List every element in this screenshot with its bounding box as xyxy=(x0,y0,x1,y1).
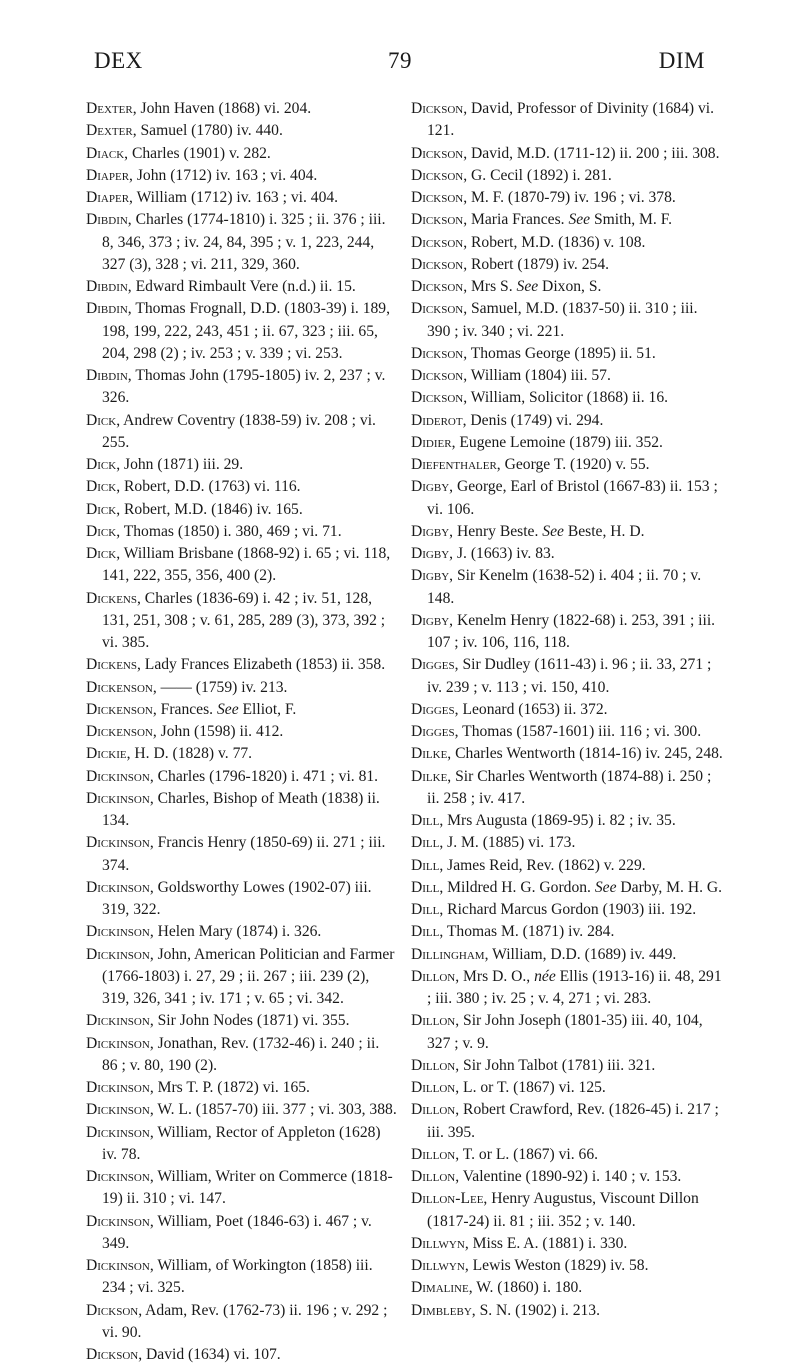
entry-text: S. N. (1902) i. 213. xyxy=(475,1301,600,1319)
index-entry xyxy=(86,721,398,743)
entry-text: J. M. (1885) vi. 173. xyxy=(443,834,576,852)
entry-surname: Dick, xyxy=(86,411,121,429)
entry-surname: Dickinson, xyxy=(86,945,154,963)
entry-surname: Dill, xyxy=(411,834,444,852)
entry-text: Thomas M. (1871) iv. 284. xyxy=(443,923,615,941)
index-entry xyxy=(411,521,723,543)
index-entry xyxy=(411,209,723,231)
entry-text: Thomas (1587-1601) iii. 116 ; vi. 300. xyxy=(458,723,702,740)
entry-text: George T. (1920) v. 55. xyxy=(500,456,650,473)
entry-text: Sir John Nodes (1871) vi. 355. xyxy=(153,1012,350,1030)
index-entry xyxy=(411,699,723,721)
index-entry xyxy=(86,1122,398,1167)
entry-text: Miss E. A. (1881) i. 330. xyxy=(468,1234,628,1252)
entry-reference-target: Ellis (1913-16) ii. 48, 291 ; iii. 380 ; iv. 25 ; v. 4, 271 ; vi. 283. xyxy=(427,967,722,1007)
entry-surname: Digby, xyxy=(411,567,454,585)
entry-surname: Dick, xyxy=(86,478,121,496)
entry-surname: Didier, xyxy=(411,433,456,451)
index-entry xyxy=(411,1277,723,1299)
entry-text: Thomas George (1895) ii. 51. xyxy=(467,344,656,362)
entry-text: Mrs D. O., xyxy=(459,967,531,985)
entry-surname: Dick, xyxy=(86,456,121,473)
entry-surname: Dill, xyxy=(411,812,444,829)
entry-text: William, Writer on Commerce (1818-19) ii. 310 ; vi. 147. xyxy=(102,1168,393,1208)
entry-text: W. L. (1857-70) iii. 377 ; vi. 303, 388. xyxy=(153,1101,397,1119)
index-entry xyxy=(86,654,398,676)
entry-text: M. F. (1870-79) iv. 196 ; vi. 378. xyxy=(467,189,676,206)
entry-text: T. or L. (1867) vi. 66. xyxy=(459,1145,599,1163)
entry-surname: Dillon-Lee, xyxy=(411,1190,488,1208)
entry-surname: Digges, xyxy=(411,700,459,718)
entry-surname: Dickie, xyxy=(86,745,131,763)
index-entry xyxy=(86,276,398,298)
index-entry xyxy=(411,543,723,565)
index-entry xyxy=(86,1033,398,1078)
entry-surname: Dickson, xyxy=(411,144,468,162)
entry-surname: Dickinson, xyxy=(86,834,154,852)
entry-text: William, D.D. (1689) iv. 449. xyxy=(488,945,677,963)
index-entry xyxy=(86,410,398,455)
index-entry xyxy=(411,855,723,877)
index-entry xyxy=(411,1144,723,1166)
index-entry xyxy=(86,521,398,543)
index-entry xyxy=(411,1099,723,1144)
entry-reference-target: Smith, M. F. xyxy=(590,211,673,229)
index-entry xyxy=(411,143,723,165)
entry-text: G. Cecil (1892) i. 281. xyxy=(467,166,612,184)
index-entry xyxy=(411,810,723,832)
entry-surname: Dickinson, xyxy=(86,1079,154,1096)
entry-surname: Dick, xyxy=(86,522,121,540)
entry-text: Mrs S. xyxy=(467,278,513,295)
index-entry xyxy=(86,766,398,788)
entry-text: Charles (1901) v. 282. xyxy=(128,144,271,162)
entry-surname: Dickson, xyxy=(411,389,468,407)
index-entry xyxy=(411,944,723,966)
index-entry xyxy=(86,365,398,410)
entry-reference-target: Darby, M. H. G. xyxy=(616,878,723,896)
index-entry xyxy=(86,298,398,365)
index-entry xyxy=(86,944,398,1011)
entry-text: Thomas (1850) i. 380, 469 ; vi. 71. xyxy=(120,522,342,540)
page-number: 79 xyxy=(388,48,412,73)
index-entry xyxy=(86,1010,398,1032)
entry-surname: Dickinson, xyxy=(86,1257,154,1274)
index-entry xyxy=(86,1344,398,1366)
index-entry xyxy=(411,410,723,432)
index-column-left xyxy=(86,98,398,1366)
index-entry xyxy=(86,120,398,142)
index-entry xyxy=(86,1300,398,1345)
entry-text: H. D. (1828) v. 77. xyxy=(130,745,253,763)
entry-surname: Dickinson, xyxy=(86,1101,154,1119)
entry-surname: Digby, xyxy=(411,522,454,540)
index-entry xyxy=(86,543,398,588)
index-entry xyxy=(86,143,398,165)
entry-surname: Dillon, xyxy=(411,1012,460,1030)
index-entry xyxy=(411,98,723,143)
index-column-right xyxy=(411,98,723,1322)
entry-text: Thomas John (1795-1805) iv. 2, 237 ; v. 326. xyxy=(102,367,386,407)
entry-surname: Digby, xyxy=(411,478,454,496)
index-entry xyxy=(411,877,723,899)
entry-surname: Diderot, xyxy=(411,411,467,429)
index-entry xyxy=(86,454,398,476)
entry-surname: Dickson, xyxy=(411,300,468,318)
index-entry xyxy=(411,454,723,476)
entry-cross-reference: See xyxy=(594,878,617,896)
entry-surname: Dimaline, xyxy=(411,1279,473,1297)
entry-text: George, Earl of Bristol (1667-83) ii. 153 ; vi. 106. xyxy=(427,478,718,518)
entry-surname: Diaper, xyxy=(86,166,133,184)
index-entry xyxy=(411,165,723,187)
entry-text: William, Poet (1846-63) i. 467 ; v. 349. xyxy=(102,1212,372,1252)
entry-surname: Dickson, xyxy=(411,367,468,384)
entry-cross-reference: See xyxy=(568,211,591,229)
entry-surname: Dickinson, xyxy=(86,1212,154,1230)
index-entry xyxy=(86,588,398,655)
entry-surname: Diaper, xyxy=(86,189,133,206)
entry-text: Jonathan, Rev. (1732-46) i. 240 ; ii. 86 ; v. 80, 190 (2). xyxy=(102,1034,380,1074)
entry-text: Mildred H. G. Gordon. xyxy=(443,878,591,896)
index-entry xyxy=(411,966,723,1011)
index-entry xyxy=(411,1188,723,1233)
entry-text: Sir Dudley (1611-43) i. 96 ; ii. 33, 271 ; iv. 239 ; v. 113 ; vi. 150, 410. xyxy=(427,656,712,696)
entry-cross-reference: See xyxy=(542,522,564,540)
entry-text: Denis (1749) vi. 294. xyxy=(466,411,604,429)
entry-surname: Dillon, xyxy=(411,1101,460,1119)
entry-text: William (1712) iv. 163 ; vi. 404. xyxy=(132,189,339,206)
entry-surname: Digges, xyxy=(411,723,459,740)
entry-text: Francis Henry (1850-69) ii. 271 ; iii. 374. xyxy=(102,834,386,874)
entry-cross-reference: née xyxy=(534,967,556,985)
entry-text: Charles (1774-1810) i. 325 ; ii. 376 ; iii. 8, 346, 373 ; iv. 24, 84, 395 ; v. 1, 223, 244, 327 (3), 328 ; vi. 211, 329, 360. xyxy=(102,211,386,273)
index-entry xyxy=(411,387,723,409)
index-entry xyxy=(411,365,723,387)
index-entry xyxy=(411,254,723,276)
entry-text: Mrs Augusta (1869-95) i. 82 ; iv. 35. xyxy=(443,812,676,829)
index-entry xyxy=(86,677,398,699)
entry-surname: Dilke, xyxy=(411,745,452,763)
entry-surname: Diack, xyxy=(86,144,129,162)
entry-text: Maria Frances. xyxy=(467,211,565,229)
index-entry xyxy=(411,743,723,765)
index-entry xyxy=(411,1300,723,1322)
entry-surname: Dillon, xyxy=(411,1168,460,1185)
entry-text: John, American Politician and Farmer (1766-1803) i. 27, 29 ; ii. 267 ; iii. 239 (2), 319, 326, 341 ; iv. 171 ; v. 65 ; vi. 342. xyxy=(102,945,395,1007)
entry-text: Henry Augustus, Viscount Dillon (1817-24) ii. 81 ; iii. 352 ; v. 140. xyxy=(427,1190,699,1230)
index-entry xyxy=(411,832,723,854)
index-entry xyxy=(411,565,723,610)
entry-text: James Reid, Rev. (1862) v. 229. xyxy=(443,856,646,874)
index-entry xyxy=(411,298,723,343)
entry-text: Leonard (1653) ii. 372. xyxy=(458,700,608,718)
header-left-guide-word: DEX xyxy=(94,48,143,73)
index-entry xyxy=(411,921,723,943)
entry-surname: Dickson, xyxy=(411,100,468,117)
entry-text: Robert, M.D. (1836) v. 108. xyxy=(467,233,646,251)
entry-surname: Dickinson, xyxy=(86,923,154,941)
index-entry xyxy=(411,232,723,254)
entry-text: Sir Kenelm (1638-52) i. 404 ; ii. 70 ; v. 148. xyxy=(427,567,702,607)
entry-text: J. (1663) iv. 83. xyxy=(453,545,555,562)
index-entry xyxy=(411,187,723,209)
index-entry xyxy=(411,1166,723,1188)
entry-text: Robert (1879) iv. 254. xyxy=(467,255,610,273)
entry-text: Charles (1836-69) i. 42 ; iv. 51, 128, 131, 251, 308 ; v. 61, 285, 289 (3), 373, 392 ; vi. 385. xyxy=(102,589,386,651)
index-entry xyxy=(411,1233,723,1255)
entry-surname: Dibdin, xyxy=(86,278,132,295)
entry-surname: Dickson, xyxy=(411,166,468,184)
entry-surname: Dibdin, xyxy=(86,300,132,318)
entry-text: Charles Wentworth (1814-16) iv. 245, 248. xyxy=(451,745,723,763)
entry-text: Thomas Frognall, D.D. (1803-39) i. 189, 198, 199, 222, 243, 451 ; ii. 67, 323 ; iii. 65, 204, 298 (2) ; iv. 253 ; v. 339 ; vi. 253. xyxy=(102,300,391,362)
entry-text: Samuel, M.D. (1837-50) ii. 310 ; iii. 390 ; iv. 340 ; vi. 221. xyxy=(427,300,698,340)
index-entry xyxy=(411,654,723,699)
entry-text: John (1598) ii. 412. xyxy=(156,723,284,740)
entry-reference-target: Beste, H. D. xyxy=(563,522,645,540)
index-entry xyxy=(411,432,723,454)
entry-surname: Digby, xyxy=(411,545,454,562)
index-entry xyxy=(86,877,398,922)
entry-text: Robert, D.D. (1763) vi. 116. xyxy=(120,478,301,496)
index-entry xyxy=(86,1099,398,1121)
entry-surname: Dillon, xyxy=(411,1079,460,1096)
entry-surname: Dickenson, xyxy=(86,723,157,740)
index-entry xyxy=(86,743,398,765)
entry-surname: Dexter, xyxy=(86,100,137,117)
index-entry xyxy=(86,499,398,521)
entry-text: Charles, Bishop of Meath (1838) ii. 134. xyxy=(102,789,380,829)
entry-surname: Dickson, xyxy=(411,278,468,295)
index-entry xyxy=(411,1010,723,1055)
entry-text: —— (1759) iv. 213. xyxy=(156,678,288,696)
entry-surname: Diefenthaler, xyxy=(411,456,501,473)
entry-surname: Dickson, xyxy=(86,1301,143,1319)
entry-surname: Dillwyn, xyxy=(411,1234,469,1252)
entry-text: Sir John Joseph (1801-35) iii. 40, 104, 327 ; v. 9. xyxy=(427,1012,703,1052)
entry-text: William, Rector of Appleton (1628) iv. 78. xyxy=(102,1123,381,1163)
header-right-guide-word: DIM xyxy=(658,48,705,73)
entry-text: David, Professor of Divinity (1684) vi. 121. xyxy=(427,100,714,140)
index-entry xyxy=(86,832,398,877)
entry-surname: Dickinson, xyxy=(86,1012,154,1030)
index-entry xyxy=(86,187,398,209)
entry-text: Frances. xyxy=(156,700,214,718)
entry-surname: Dick, xyxy=(86,500,121,518)
entry-surname: Dillon, xyxy=(411,1145,460,1163)
entry-surname: Dibdin, xyxy=(86,367,132,384)
entry-surname: Dickson, xyxy=(86,1346,143,1363)
running-header xyxy=(0,48,800,78)
index-entry xyxy=(411,610,723,655)
entry-text: John (1712) iv. 163 ; vi. 404. xyxy=(132,166,318,184)
entry-text: Kenelm Henry (1822-68) i. 253, 391 ; iii. 107 ; iv. 106, 116, 118. xyxy=(427,611,716,651)
entry-text: Eugene Lemoine (1879) iii. 352. xyxy=(455,433,663,451)
entry-text: John (1871) iii. 29. xyxy=(120,456,244,473)
entry-text: William, of Workington (1858) iii. 234 ; vi. 325. xyxy=(102,1257,373,1297)
entry-cross-reference: See xyxy=(216,700,239,718)
entry-text: William (1804) iii. 57. xyxy=(467,367,611,384)
entry-text: Adam, Rev. (1762-73) ii. 196 ; v. 292 ; vi. 90. xyxy=(102,1301,388,1341)
index-entry xyxy=(86,1211,398,1256)
entry-surname: Dickinson, xyxy=(86,789,154,807)
index-entry xyxy=(86,921,398,943)
entry-surname: Dickinson, xyxy=(86,1034,154,1052)
entry-text: David, M.D. (1711-12) ii. 200 ; iii. 308. xyxy=(467,144,720,162)
entry-text: Charles (1796-1820) i. 471 ; vi. 81. xyxy=(153,767,379,785)
entry-surname: Dilke, xyxy=(411,767,452,785)
entry-surname: Dillingham, xyxy=(411,945,489,963)
entry-surname: Dickinson, xyxy=(86,878,154,896)
entry-surname: Dexter, xyxy=(86,122,137,140)
entry-text: William, Solicitor (1868) ii. 16. xyxy=(467,389,669,407)
entry-surname: Dimbleby, xyxy=(411,1301,476,1319)
entry-text: Lewis Weston (1829) iv. 58. xyxy=(468,1257,649,1274)
entry-surname: Dickinson, xyxy=(86,1123,154,1141)
index-entry xyxy=(86,98,398,120)
entry-surname: Digges, xyxy=(411,656,459,674)
entry-text: Sir John Talbot (1781) iii. 321. xyxy=(459,1056,656,1074)
entry-reference-target: Elliot, F. xyxy=(238,700,297,718)
index-entry xyxy=(411,1255,723,1277)
entry-surname: Digby, xyxy=(411,611,454,629)
index-entry xyxy=(411,1055,723,1077)
entry-surname: Dickson, xyxy=(411,255,468,273)
entry-surname: Dickens, xyxy=(86,589,141,607)
entry-text: Samuel (1780) iv. 440. xyxy=(136,122,283,140)
entry-cross-reference: See xyxy=(516,278,539,295)
entry-surname: Dill, xyxy=(411,878,444,896)
entry-surname: Dickinson, xyxy=(86,767,154,785)
entry-text: Henry Beste. xyxy=(453,522,539,540)
entry-surname: Dickson, xyxy=(411,211,468,229)
entry-text: William Brisbane (1868-92) i. 65 ; vi. 118, 141, 222, 355, 356, 400 (2). xyxy=(102,545,391,585)
index-entry xyxy=(86,1077,398,1099)
entry-surname: Dillwyn, xyxy=(411,1257,469,1274)
index-entry xyxy=(86,476,398,498)
index-entry xyxy=(86,788,398,833)
index-entry xyxy=(411,1077,723,1099)
entry-surname: Dill, xyxy=(411,856,444,874)
entry-text: Andrew Coventry (1838-59) iv. 208 ; vi. 255. xyxy=(102,411,376,451)
entry-text: David (1634) vi. 107. xyxy=(142,1346,281,1363)
entry-text: Goldsworthy Lowes (1902-07) iii. 319, 322. xyxy=(102,878,372,918)
entry-text: Richard Marcus Gordon (1903) iii. 192. xyxy=(443,901,697,918)
entry-text: Mrs T. P. (1872) vi. 165. xyxy=(153,1079,310,1096)
index-entry xyxy=(411,721,723,743)
entry-text: Valentine (1890-92) i. 140 ; v. 153. xyxy=(459,1168,682,1185)
index-entry xyxy=(411,476,723,521)
entry-surname: Dickenson, xyxy=(86,678,157,696)
entry-surname: Dickson, xyxy=(411,344,468,362)
entry-text: L. or T. (1867) vi. 125. xyxy=(459,1079,606,1096)
entry-surname: Dickinson, xyxy=(86,1168,154,1185)
entry-text: Robert, M.D. (1846) iv. 165. xyxy=(120,500,303,518)
entry-text: Edward Rimbault Vere (n.d.) ii. 15. xyxy=(131,278,356,295)
entry-surname: Dibdin, xyxy=(86,211,132,229)
entry-surname: Dillon, xyxy=(411,967,460,985)
index-entry xyxy=(411,276,723,298)
entry-surname: Dickens, xyxy=(86,656,141,674)
index-entry xyxy=(411,899,723,921)
index-entry xyxy=(86,209,398,276)
entry-surname: Dick, xyxy=(86,545,121,562)
entry-surname: Dickenson, xyxy=(86,700,157,718)
entry-surname: Dillon, xyxy=(411,1056,460,1074)
entry-text: Sir Charles Wentworth (1874-88) i. 250 ; ii. 258 ; iv. 417. xyxy=(427,767,712,807)
entry-surname: Dickson, xyxy=(411,189,468,206)
entry-text: Lady Frances Elizabeth (1853) ii. 358. xyxy=(140,656,386,674)
index-entry xyxy=(86,1166,398,1211)
entry-text: John Haven (1868) vi. 204. xyxy=(136,100,312,117)
index-entry xyxy=(411,343,723,365)
entry-surname: Dill, xyxy=(411,901,444,918)
index-entry xyxy=(86,699,398,721)
entry-text: W. (1860) i. 180. xyxy=(472,1279,583,1297)
entry-surname: Dickson, xyxy=(411,233,468,251)
entry-text: Helen Mary (1874) i. 326. xyxy=(153,923,322,941)
index-entry xyxy=(411,766,723,811)
index-entry xyxy=(86,1255,398,1300)
entry-reference-target: Dixon, S. xyxy=(538,278,602,295)
entry-surname: Dill, xyxy=(411,923,444,941)
entry-text: Robert Crawford, Rev. (1826-45) i. 217 ; iii. 395. xyxy=(427,1101,719,1141)
index-entry xyxy=(86,165,398,187)
